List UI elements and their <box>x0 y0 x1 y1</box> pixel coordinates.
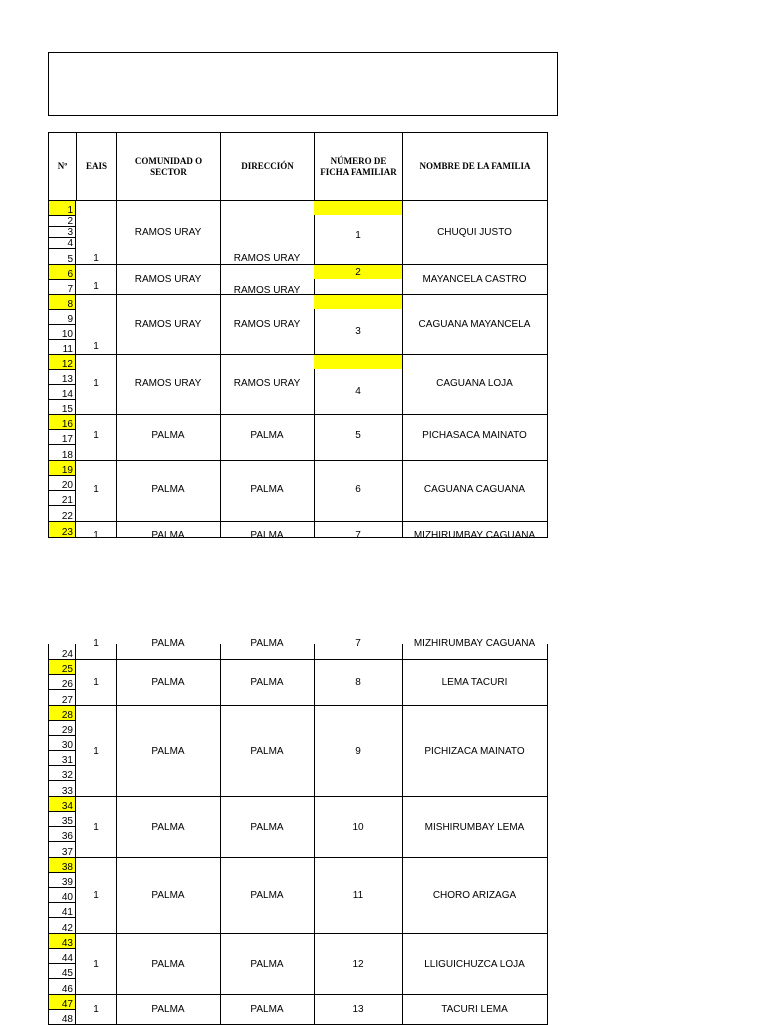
direccion-text: RAMOS URAY <box>233 319 301 330</box>
row-number: 10 <box>48 325 76 340</box>
cell-ficha <box>314 295 403 355</box>
familia-text: MIZHIRUMBAY CAGUANA <box>413 638 536 649</box>
cell-eais <box>76 706 117 797</box>
cell-direccion <box>220 934 315 995</box>
cell-familia <box>402 934 548 995</box>
eais-text: 1 <box>93 530 99 541</box>
ficha-text: 3 <box>355 326 361 337</box>
ficha-text: 6 <box>355 484 361 495</box>
cell-familia <box>402 995 548 1025</box>
cell-direccion <box>220 295 315 355</box>
row-number: 3 <box>48 227 76 238</box>
direccion-text: PALMA <box>250 638 284 649</box>
direccion-text: PALMA <box>250 959 284 970</box>
direccion-text: RAMOS URAY <box>233 253 301 264</box>
cell-eais <box>76 660 117 706</box>
cell-familia <box>402 201 548 265</box>
eais-text: 1 <box>93 253 99 264</box>
ficha-text: 7 <box>355 530 361 541</box>
eais-text: 1 <box>93 378 99 389</box>
eais-text: 1 <box>93 484 99 495</box>
cell-eais <box>76 201 117 265</box>
row-number: 34 <box>48 797 76 812</box>
cell-familia <box>402 355 548 415</box>
cell-eais <box>76 415 117 461</box>
ficha-highlight <box>314 295 402 309</box>
row-number: 26 <box>48 675 76 690</box>
cell-comunidad <box>116 995 221 1025</box>
direccion-text: PALMA <box>250 430 284 441</box>
row-number: 2 <box>48 216 76 227</box>
row-number: 48 <box>48 1010 76 1025</box>
cell-direccion <box>220 355 315 415</box>
cell-direccion <box>220 638 315 660</box>
header-familia: NOMBRE DE LA FAMILIA <box>402 132 548 201</box>
cell-comunidad <box>116 934 221 995</box>
title-box <box>48 52 558 116</box>
row-number: 1 <box>48 201 76 216</box>
cell-eais <box>76 995 117 1025</box>
cell-eais <box>76 522 117 541</box>
row-number: 45 <box>48 964 76 979</box>
row-number: 31 <box>48 751 76 766</box>
eais-text: 1 <box>93 746 99 757</box>
row-number: 29 <box>48 721 76 736</box>
cell-ficha <box>314 522 403 541</box>
comunidad-text: PALMA <box>151 746 185 757</box>
row-number: 40 <box>48 888 76 903</box>
row-number: 13 <box>48 370 76 385</box>
familia-text: PICHASACA MAINATO <box>422 430 527 441</box>
comunidad-text: PALMA <box>151 890 185 901</box>
row-number: 16 <box>48 415 76 430</box>
cell-direccion <box>220 522 315 541</box>
row-number: 19 <box>48 461 76 476</box>
header-comunidad: COMUNIDAD O SECTOR <box>116 132 221 201</box>
comunidad-text: PALMA <box>151 484 185 495</box>
row-number: 32 <box>48 766 76 781</box>
ficha-text: 9 <box>355 746 361 757</box>
familia-text: CAGUANA MAYANCELA <box>418 319 531 330</box>
row-number: 17 <box>48 430 76 445</box>
eais-text: 1 <box>93 341 99 352</box>
cell-comunidad <box>116 660 221 706</box>
header-ficha: NÚMERO DE FICHA FAMILIAR <box>314 132 403 201</box>
cell-ficha <box>314 355 403 415</box>
cell-ficha <box>314 797 403 858</box>
comunidad-text: PALMA <box>151 638 185 649</box>
comunidad-text: PALMA <box>151 677 185 688</box>
cell-eais <box>76 638 117 660</box>
eais-text: 1 <box>93 638 99 649</box>
cell-ficha <box>314 995 403 1025</box>
cell-comunidad <box>116 638 221 660</box>
familia-text: LLIGUICHUZCA LOJA <box>424 959 525 970</box>
familia-text: MIZHIRUMBAY CAGUANA <box>413 530 536 541</box>
sheet-page-1 <box>48 0 548 541</box>
cell-familia <box>402 797 548 858</box>
direccion-text: PALMA <box>250 1004 284 1015</box>
comunidad-text: PALMA <box>151 959 185 970</box>
row-number: 36 <box>48 827 76 842</box>
cell-familia <box>402 415 548 461</box>
ficha-text: 2 <box>355 267 361 278</box>
cell-familia <box>402 660 548 706</box>
cell-comunidad <box>116 706 221 797</box>
row-number: 20 <box>48 476 76 491</box>
cell-comunidad <box>116 295 221 355</box>
cell-eais <box>76 461 117 522</box>
row-number: 25 <box>48 660 76 675</box>
cell-familia <box>402 295 548 355</box>
cell-ficha <box>314 461 403 522</box>
row-number: 14 <box>48 385 76 400</box>
row-number: 46 <box>48 979 76 995</box>
ficha-text: 4 <box>355 386 361 397</box>
familia-text: CHUQUI JUSTO <box>437 227 512 238</box>
comunidad-text: PALMA <box>151 1004 185 1015</box>
row-number: 15 <box>48 400 76 415</box>
familia-text: CAGUANA CAGUANA <box>423 484 526 495</box>
row-number: 9 <box>48 310 76 325</box>
comunidad-text: PALMA <box>151 430 185 441</box>
eais-text: 1 <box>93 677 99 688</box>
direccion-text: PALMA <box>250 530 284 541</box>
eais-text: 1 <box>93 430 99 441</box>
cell-direccion <box>220 201 315 265</box>
direccion-text: PALMA <box>250 822 284 833</box>
row-number: 23 <box>48 522 76 538</box>
comunidad-text: RAMOS URAY <box>134 319 202 330</box>
cell-ficha <box>314 201 403 265</box>
ficha-highlight <box>314 355 402 369</box>
cell-eais <box>76 934 117 995</box>
familia-text: PICHIZACA MAINATO <box>424 746 525 757</box>
row-number: 22 <box>48 506 76 522</box>
row-number: 5 <box>48 249 76 265</box>
header-eais: EAIS <box>76 132 117 201</box>
sheet-page-2 <box>48 638 548 1025</box>
row-number: 24 <box>48 644 76 660</box>
comunidad-text: RAMOS URAY <box>134 227 202 238</box>
cell-direccion <box>220 858 315 934</box>
cell-direccion <box>220 265 315 295</box>
row-number: 39 <box>48 873 76 888</box>
cell-comunidad <box>116 858 221 934</box>
ficha-text: 11 <box>352 890 364 901</box>
cell-familia <box>402 858 548 934</box>
direccion-text: PALMA <box>250 746 284 757</box>
ficha-text: 13 <box>352 1004 364 1015</box>
ficha-highlight <box>314 201 402 215</box>
direccion-text: RAMOS URAY <box>233 378 301 389</box>
cell-familia <box>402 265 548 295</box>
direccion-text: RAMOS URAY <box>233 285 301 296</box>
cell-ficha <box>314 638 403 660</box>
row-number: 33 <box>48 781 76 797</box>
cell-eais <box>76 355 117 415</box>
direccion-text: PALMA <box>250 890 284 901</box>
familia-text: CHORO ARIZAGA <box>432 890 517 901</box>
row-number: 6 <box>48 265 76 280</box>
row-number: 30 <box>48 736 76 751</box>
cell-direccion <box>220 797 315 858</box>
cell-comunidad <box>116 265 221 295</box>
cell-ficha <box>314 706 403 797</box>
row-number: 38 <box>48 858 76 873</box>
eais-text: 1 <box>93 890 99 901</box>
cell-direccion <box>220 415 315 461</box>
row-number: 47 <box>48 995 76 1010</box>
cell-eais <box>76 265 117 295</box>
cell-familia <box>402 638 548 660</box>
comunidad-text: RAMOS URAY <box>134 378 202 389</box>
familia-text: CAGUANA LOJA <box>436 378 513 389</box>
row-number: 43 <box>48 934 76 949</box>
ficha-text: 7 <box>355 638 361 649</box>
cell-comunidad <box>116 461 221 522</box>
comunidad-text: PALMA <box>151 530 185 541</box>
cell-comunidad <box>116 522 221 541</box>
cell-comunidad <box>116 355 221 415</box>
eais-text: 1 <box>93 822 99 833</box>
cell-direccion <box>220 706 315 797</box>
row-number: 28 <box>48 706 76 721</box>
ficha-text: 12 <box>352 959 364 970</box>
row-number: 18 <box>48 445 76 461</box>
cell-direccion <box>220 461 315 522</box>
cell-comunidad <box>116 415 221 461</box>
cell-ficha <box>314 934 403 995</box>
cell-eais <box>76 295 117 355</box>
row-number: 37 <box>48 842 76 858</box>
familia-text: LEMA TACURI <box>441 677 508 688</box>
row-number: 8 <box>48 295 76 310</box>
cell-familia <box>402 522 548 541</box>
familia-text: TACURI LEMA <box>441 1004 508 1015</box>
eais-text: 1 <box>93 281 99 292</box>
cell-direccion <box>220 660 315 706</box>
comunidad-text: RAMOS URAY <box>134 274 202 285</box>
cell-familia <box>402 706 548 797</box>
cell-ficha <box>314 265 403 295</box>
cell-eais <box>76 797 117 858</box>
row-number: 44 <box>48 949 76 964</box>
row-number: 42 <box>48 918 76 934</box>
ficha-text: 1 <box>355 230 361 241</box>
ficha-text: 10 <box>352 822 364 833</box>
cell-ficha <box>314 660 403 706</box>
cell-comunidad <box>116 797 221 858</box>
row-number: 27 <box>48 690 76 706</box>
cell-direccion <box>220 995 315 1025</box>
header-n: Nº <box>48 132 77 201</box>
eais-text: 1 <box>93 959 99 970</box>
row-number: 41 <box>48 903 76 918</box>
comunidad-text: PALMA <box>151 822 185 833</box>
cell-ficha <box>314 858 403 934</box>
direccion-text: PALMA <box>250 677 284 688</box>
header-direccion: DIRECCIÓN <box>220 132 315 201</box>
row-number: 11 <box>48 340 76 355</box>
familia-text: MISHIRUMBAY LEMA <box>424 822 525 833</box>
ficha-text: 5 <box>355 430 361 441</box>
row-number: 21 <box>48 491 76 506</box>
row-number: 4 <box>48 238 76 249</box>
familia-text: MAYANCELA CASTRO <box>422 274 527 285</box>
cell-ficha <box>314 415 403 461</box>
direccion-text: PALMA <box>250 484 284 495</box>
eais-text: 1 <box>93 1004 99 1015</box>
row-number: 7 <box>48 280 76 295</box>
cell-familia <box>402 461 548 522</box>
row-number: 35 <box>48 812 76 827</box>
row-number: 12 <box>48 355 76 370</box>
cell-eais <box>76 858 117 934</box>
ficha-text: 8 <box>355 677 361 688</box>
cell-comunidad <box>116 201 221 265</box>
